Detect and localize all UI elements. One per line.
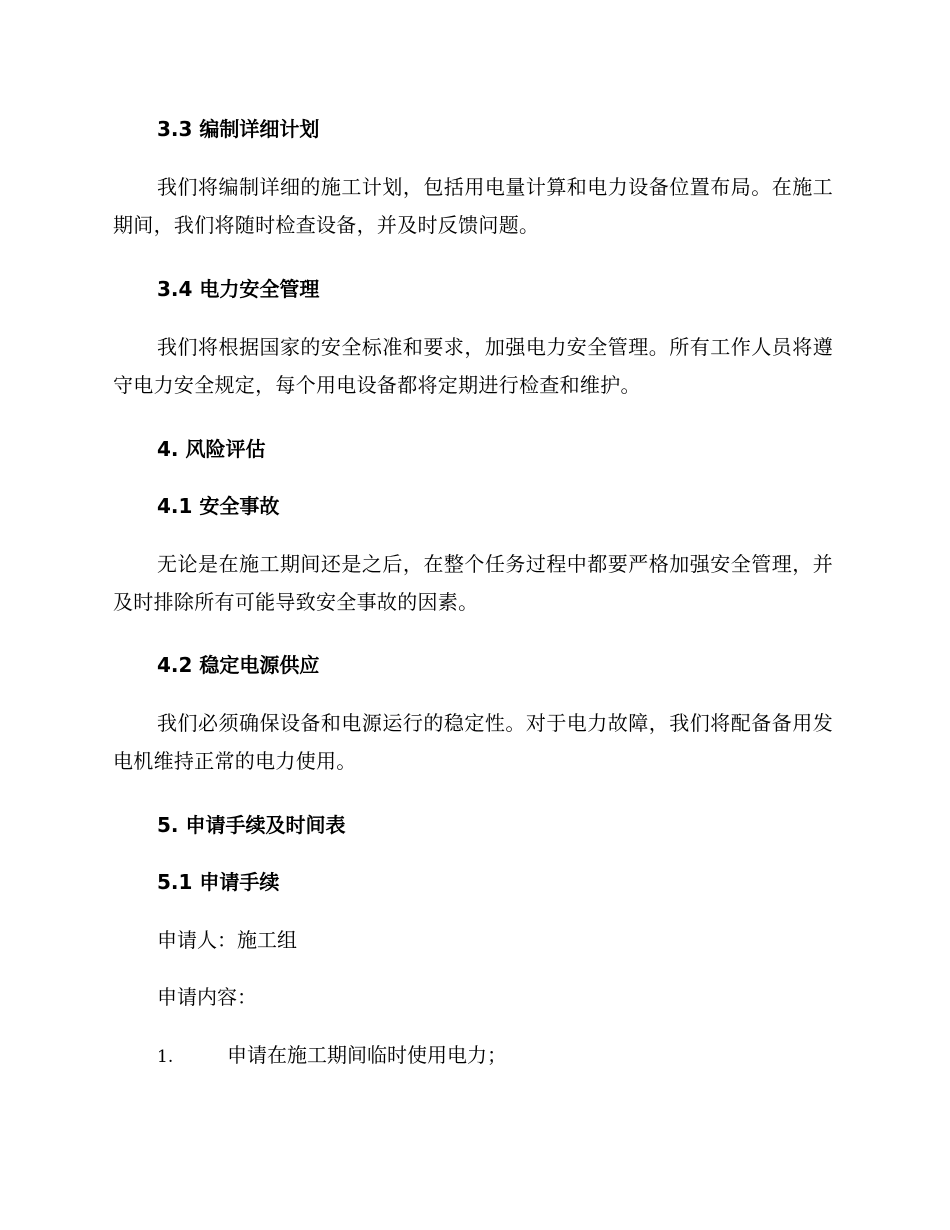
section-4-1-heading: 4.1 安全事故 xyxy=(157,494,280,518)
list-item xyxy=(157,1043,507,1069)
list-item-text: 申请在施工期间临时使用电力； xyxy=(227,1043,507,1067)
list-item-number: 1. xyxy=(157,1047,174,1067)
section-3-3-heading: 3.3 编制详细计划 xyxy=(157,117,320,141)
section-4-heading: 4. 风险评估 xyxy=(157,437,266,461)
section-4-1-paragraph: 无论是在施工期间还是之后，在整个任务过程中都要严格加强安全管理，并及时排除所有可能导致安全事故的因素。 xyxy=(113,552,833,614)
section-3-4-paragraph: 我们将根据国家的安全标准和要求，加强电力安全管理。所有工作人员将遵守电力安全规定，每个用电设备都将定期进行检查和维护。 xyxy=(113,335,833,397)
section-4-2-paragraph: 我们必须确保设备和电源运行的稳定性。对于电力故障，我们将配备备用发电机维持正常的电力使用。 xyxy=(113,711,833,773)
section-3-4-heading: 3.4 电力安全管理 xyxy=(157,277,320,301)
section-4-2-heading: 4.2 稳定电源供应 xyxy=(157,653,320,677)
section-5-heading: 5. 申请手续及时间表 xyxy=(157,813,346,837)
application-content-label: 申请内容： xyxy=(157,985,257,1009)
section-3-3-paragraph: 我们将编制详细的施工计划，包括用电量计算和电力设备位置布局。在施工期间，我们将随时检查设备，并及时反馈问题。 xyxy=(113,175,833,237)
applicant-line: 申请人：施工组 xyxy=(157,928,297,952)
section-5-1-heading: 5.1 申请手续 xyxy=(157,870,280,894)
